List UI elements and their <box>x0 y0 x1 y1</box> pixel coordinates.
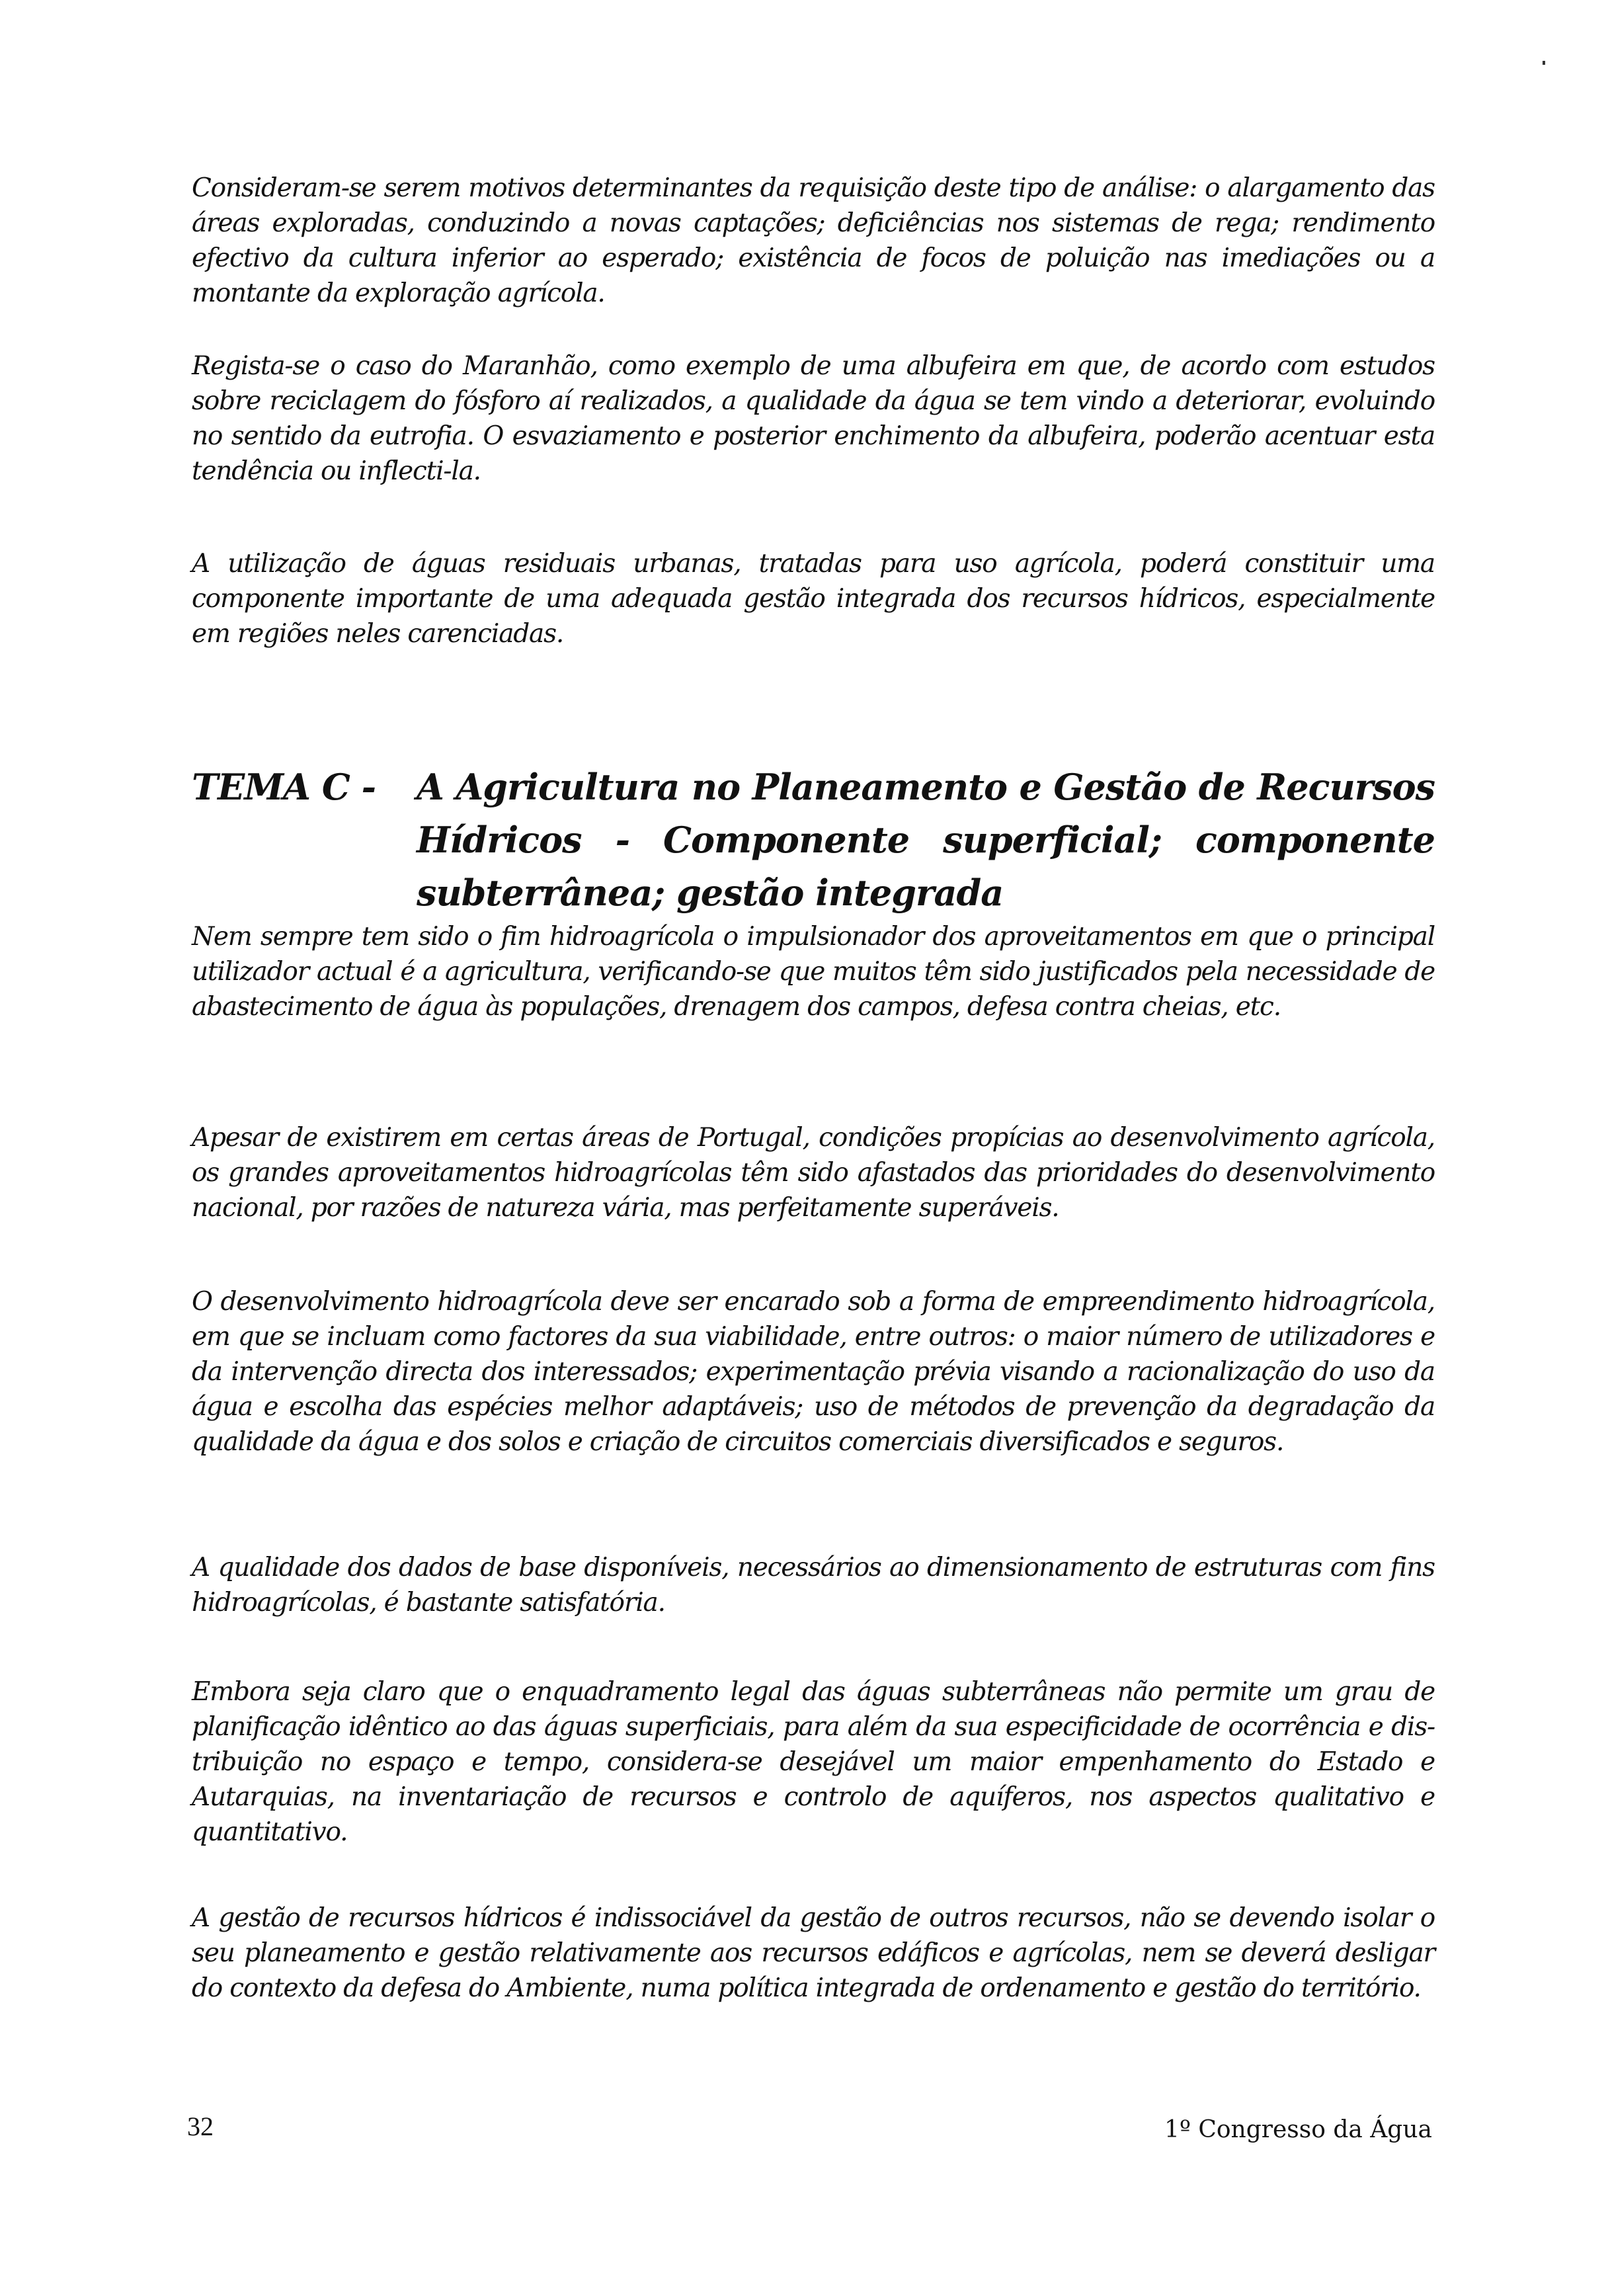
section-title: A Agricultura no Planeamento e Gestão de Recursos Hídricos - Componente superficial; componente subterrânea; gestão integrada <box>417 766 1435 914</box>
paragraph: Consideram-se serem motivos determinantes da requisição deste tipo de análise: o alargamento das áreas exploradas, conduzindo a novas captações; deficiências nos sistemas de rega; rendimento efectivo da cultura inferior ao esperado; existência de focos de poluição nas imediações ou a montante da exploração agrícola. <box>192 173 1435 308</box>
section-label: TEMA C - <box>192 766 376 808</box>
page-number: 32 <box>187 2112 214 2141</box>
paragraph: Apesar de existirem em certas áreas de Portugal, condições propícias ao desenvolvimento agrícola, os grandes aproveitamentos hidroagrícolas têm sido afastados das prioridades do desenvolvimento nacional, por razões de natureza vária, mas perfeitamente superáveis. <box>192 1123 1435 1223</box>
paragraph: A qualidade dos dados de base disponíveis, necessários ao dimensionamento de estruturas com fins hidroagrícolas, é bastante satisfatória. <box>192 1553 1435 1618</box>
paragraph: Nem sempre tem sido o fim hidroagrícola o impulsionador dos aproveitamentos em que o principal utilizador actual é a agricultura, verificando-se que muitos têm sido justificados pela necessidade de abastecimento de água às populações, drenagem dos campos, defesa contra cheias, etc. <box>192 922 1435 1022</box>
publication-title: 1º Congresso da Água <box>1164 2116 1432 2143</box>
paragraph: Regista-se o caso do Maranhão, como exemplo de uma albufeira em que, de acordo com estudos sobre reciclagem do fósforo aí realizados, a qualidade da água se tem vindo a deteriorar, evoluindo no sentido da eutrofia. O esvaziamento e posterior enchimento da albufeira, poderão acentuar esta tendência ou inflecti-la. <box>192 351 1435 486</box>
paragraph: O desenvolvimento hidroagrícola deve ser encarado sob a forma de empreendimento hidroagrícola, em que se incluam como factores da sua viabilidade, entre outros: o maior número de utilizadores e da intervenção directa dos interessados; experimentação prévia visando a racionalização do uso da água e escolha das espécies melhor adaptáveis; uso de métodos de prevenção da degradação da qualidade da água e dos solos e criação de circuitos comerciais diversificados e seguros. <box>192 1287 1435 1457</box>
paragraph: Embora seja claro que o enquadramento legal das águas subterrâneas não permite um grau de planificação idêntico ao das águas superficiais, para além da sua especificidade de ocorrência e dis-tribuição no espaço e tempo, considera-se desejável um maior empenhamento do Estado e Autarquias, na inventariação de recursos e controlo de aquíferos, nos aspectos qualitativo e quantitativo. <box>192 1677 1435 1847</box>
section-heading <box>192 760 1435 919</box>
paragraph: A gestão de recursos hídricos é indissociável da gestão de outros recursos, não se devendo isolar o seu planeamento e gestão relativamente aos recursos edáficos e agrícolas, nem se deverá desligar do contexto da defesa do Ambiente, numa política integrada de ordenamento e gestão do território. <box>192 1903 1435 2003</box>
scan-speck <box>1543 61 1545 65</box>
paragraph: A utilização de águas residuais urbanas, tratadas para uso agrícola, poderá constituir uma componente importante de uma adequada gestão integrada dos recursos hídricos, especialmente em regiões neles carenciadas. <box>192 549 1435 649</box>
